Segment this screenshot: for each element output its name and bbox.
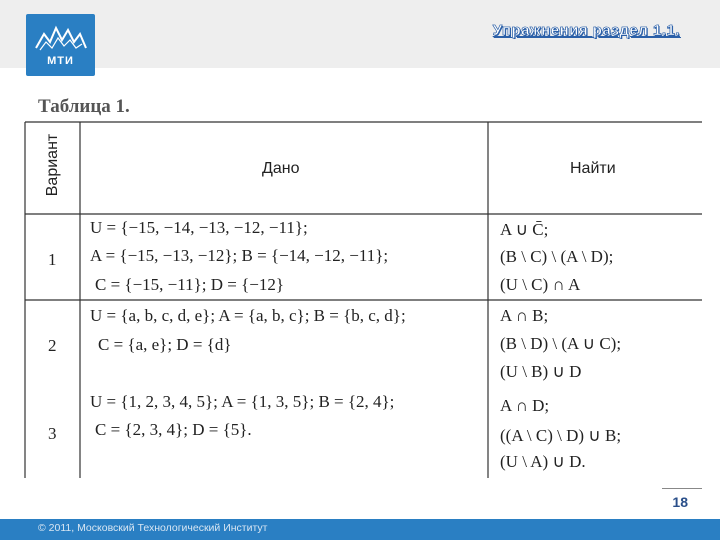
header-variant-label: Вариант [44,133,61,197]
row-1-find-line-1: A ∪ C̄; [500,220,549,239]
logo-text: МТИ [47,55,74,67]
row-2-given-line-1: U = {a, b, c, d, e}; A = {a, b, c}; B = {b, c, d}; [90,306,406,325]
row-3-find-line-2: ((A \ C) \ D) ∪ B; [500,426,622,445]
row-1-given-line-3: C = {−15, −11}; D = {−12} [95,275,285,294]
row-3-number: 3 [48,424,57,443]
footer-band [0,519,720,540]
page-number: 18 [672,494,688,510]
row-2-number: 2 [48,336,57,355]
row-3-given-line-2: C = {2, 3, 4}; D = {5}. [95,420,252,439]
row-2-find-line-1: A ∩ B; [500,306,549,325]
row-2-find-line-2: (B \ D) \ (A ∪ C); [500,334,622,353]
row-1-find-line-2: (B \ C) \ (A \ D); [500,247,614,266]
section-title: Упражнения раздел 1.1. [492,22,680,39]
row-1-number: 1 [48,250,57,269]
header-find: Найти [570,160,616,177]
page-number-rule [662,488,702,489]
table-caption: Таблица 1. [38,96,130,117]
row-1-find-line-3: (U \ C) ∩ A [500,275,581,294]
row-3-given-line-1: U = {1, 2, 3, 4, 5}; A = {1, 3, 5}; B = {2, 4}; [90,392,395,411]
row-1-given-line-1: U = {−15, −14, −13, −12, −11}; [90,218,308,237]
row-3-find-line-3: (U \ A) ∪ D. [500,452,586,471]
header-variant [36,118,70,212]
footer-copyright: © 2011, Московский Технологический Институт [38,522,268,534]
row-2-find-line-3: (U \ B) ∪ D [500,362,582,381]
row-1-given-line-2: A = {−15, −13, −12}; B = {−14, −12, −11}; [90,246,389,265]
header-given: Дано [262,160,300,177]
row-2-given-line-2: C = {a, e}; D = {d} [98,335,232,354]
row-3-find-line-1: A ∩ D; [500,396,550,415]
